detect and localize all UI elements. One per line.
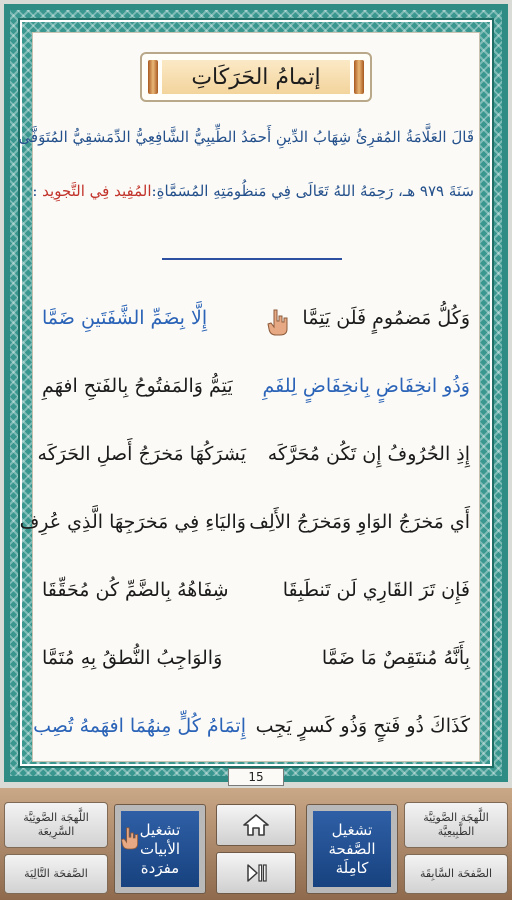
play-verses-label: تشغيل الأبيات مفرَدة — [121, 811, 199, 887]
verse-second-hemistich[interactable]: وَاليَاءِ فِي مَخرَجِهَا الَّذِي عُرِف — [19, 511, 246, 533]
intro-line-2 — [32, 182, 474, 200]
cartouche-cap-left — [148, 60, 158, 94]
pointing-hand-icon — [265, 307, 291, 337]
book-title: المُفِيد فِي التَّجوِيد — [42, 182, 152, 200]
title-cartouche — [140, 52, 372, 102]
verse-first-hemistich[interactable]: وَذُو انخِفَاضٍ بِانخِفَاضٍ لِلفَمِ — [262, 375, 470, 397]
verse-second-hemistich[interactable]: وَالوَاجِبُ النُّطقُ بِهِ مُتَمَّا — [42, 647, 223, 669]
page-number: 15 — [228, 768, 284, 786]
verse-row[interactable] — [42, 307, 470, 351]
verse-second-hemistich[interactable]: يَشرَكُهَا مَخرَجُ أَصلِ الحَرَكَه — [37, 443, 246, 465]
play-full-page-button[interactable] — [306, 804, 398, 894]
verse-row[interactable] — [19, 511, 470, 555]
next-page-button[interactable]: الصَّفحَة التَّالِيَة — [4, 854, 108, 894]
verse-row[interactable] — [42, 579, 470, 623]
verse-row[interactable] — [42, 647, 470, 691]
section-divider — [162, 258, 342, 260]
verse-second-hemistich[interactable]: يَتِمُّ وَالمَفتُوحُ بِالفَتحِ افهَمِ — [42, 375, 233, 397]
verse-first-hemistich[interactable]: أَي مَخرَجُ الوَاوِ وَمَخرَجُ الأَلِف — [249, 511, 470, 533]
play-pause-icon — [244, 861, 268, 885]
verse-first-hemistich[interactable]: وَكُلُّ مَضمُومٍ فَلَن يَتِمَّا — [302, 307, 470, 329]
verse-second-hemistich[interactable]: إِلَّا بِضَمِّ الشَّفَتَينِ ضَمَّا — [42, 307, 208, 329]
intro-line-2-suffix: : — [32, 182, 43, 200]
home-button[interactable] — [216, 804, 296, 846]
verse-first-hemistich[interactable]: بِأَنَّهُ مُنتَقِصٌ مَا ضَمَّا — [321, 647, 470, 669]
verse-row[interactable] — [33, 715, 470, 759]
intro-line-1: قَالَ العَلَّامَةُ المُقرِئُ شِهَابُ الدِّينِ أَحمَدُ الطِّيبِيُّ الشَّافِعِيُّ الدِّمَشقِيُّ المُتَوَفَّى — [18, 128, 474, 146]
verse-first-hemistich[interactable]: إِذِ الحُرُوفُ إِن تَكُن مُحَرَّكَه — [267, 443, 470, 465]
verse-row[interactable] — [42, 375, 470, 419]
play-pause-button[interactable] — [216, 852, 296, 894]
home-icon — [242, 813, 270, 837]
pointing-hand-icon — [119, 825, 141, 851]
control-bar — [0, 788, 512, 900]
cartouche-cap-right — [354, 60, 364, 94]
page-title: إتمامُ الحَرَكَاتِ — [162, 60, 350, 94]
play-full-page-label: تشغيل الصَّفحة كامِلَة — [313, 811, 391, 887]
verse-second-hemistich[interactable]: شِفَاهُهُ بِالضَّمِّ كُن مُحَقِّقَا — [42, 579, 229, 601]
verse-first-hemistich[interactable]: كَذَاكَ ذُو فَتحٍ وَذُو كَسرٍ يَجِب — [255, 715, 470, 737]
play-verses-button[interactable] — [114, 804, 206, 894]
previous-page-button[interactable]: الصَّفحَة السَّابِقَة — [404, 854, 508, 894]
verse-row[interactable] — [37, 443, 470, 487]
intro-line-2-prefix: سَنَةَ ٩٧٩ هـ، رَحِمَهُ اللهُ تَعَالَى فِي مَنظُومَتِهِ المُسَمَّاةِ: — [151, 182, 474, 200]
verse-second-hemistich[interactable]: إِتمَامُ كُلٍّ مِنهُمَا افهَمهُ تُصِب — [33, 715, 246, 737]
natural-recitation-button[interactable]: اللَّهجَة الصَّوتِيَّة الطَّبِيعِيَّة — [404, 802, 508, 848]
mushaf-page — [18, 32, 480, 762]
verse-first-hemistich[interactable]: فَإِن تَرَ القَارِي لَن تَنطَبِقَا — [282, 579, 470, 601]
fast-recitation-button[interactable]: اللَّهجَة الصَّوتِيَّة السَّرِيعَة — [4, 802, 108, 848]
